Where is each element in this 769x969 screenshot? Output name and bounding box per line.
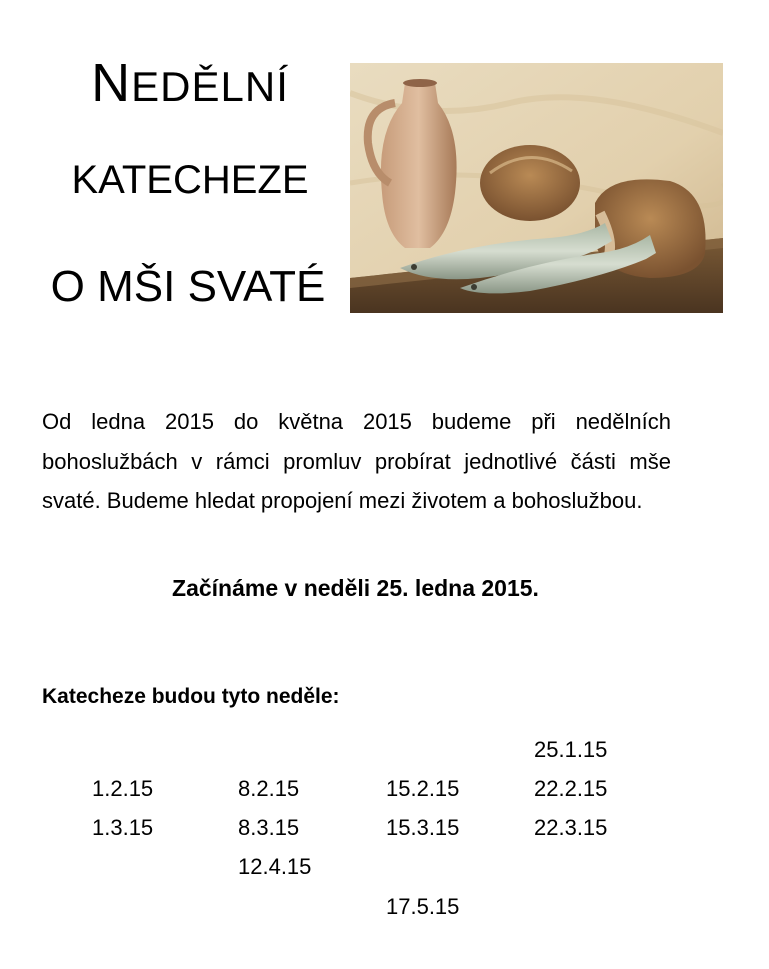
- schedule-date: 15.3.15: [386, 815, 460, 840]
- title-line-3: O MŠI SVATÉ: [50, 262, 326, 311]
- schedule-date: 12.4.15: [238, 854, 312, 879]
- schedule-date: 8.2.15: [238, 776, 300, 801]
- intro-paragraph: Od ledna 2015 do května 2015 budeme při nedělních bohoslužbách v rámci promluv probírat jednotlivé části mše svaté. Budeme hledat propojení mezi životem a bohoslužbou.: [42, 409, 671, 513]
- schedule-date: 22.2.15: [534, 776, 608, 801]
- schedule-heading: Katecheze budou tyto neděle:: [42, 685, 340, 708]
- schedule-date: 8.3.15: [238, 815, 300, 840]
- schedule-date: 1.3.15: [92, 815, 154, 840]
- title-line-2: KATECHEZE: [71, 158, 309, 202]
- title-initial: N: [91, 53, 132, 113]
- title-line-1: [40, 52, 340, 114]
- schedule-date: 22.3.15: [534, 815, 608, 840]
- schedule-date: 25.1.15: [534, 737, 608, 762]
- schedule-date: 1.2.15: [92, 776, 154, 801]
- start-date-text: Začínáme v neděli 25. ledna 2015.: [172, 575, 539, 601]
- schedule-date: 15.2.15: [386, 776, 460, 801]
- title-rest: EDĚLNÍ: [131, 63, 289, 110]
- bread-fish-jug-image: [350, 63, 723, 313]
- schedule-date: 17.5.15: [386, 894, 460, 919]
